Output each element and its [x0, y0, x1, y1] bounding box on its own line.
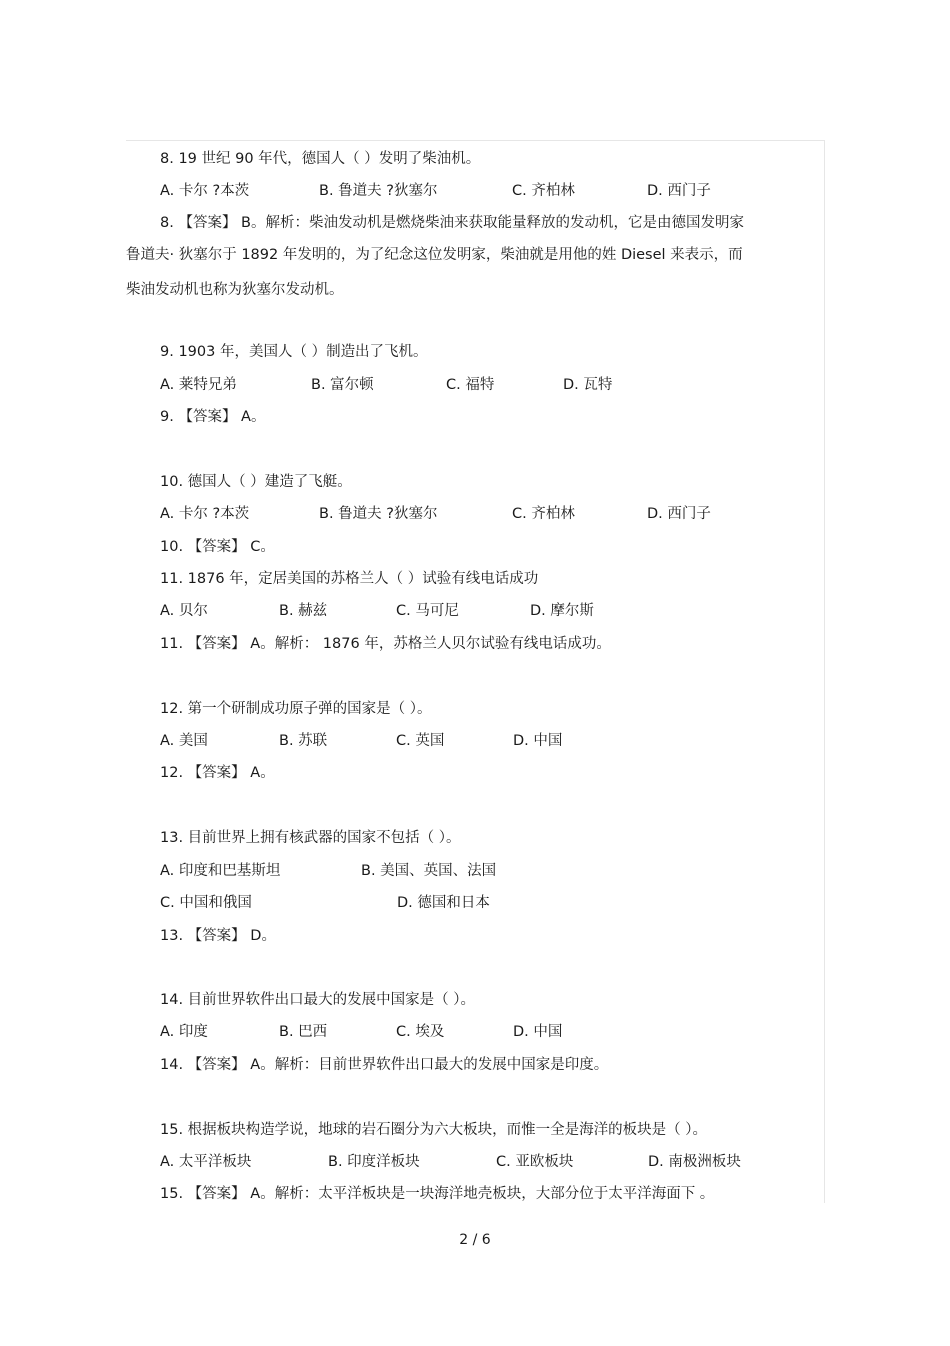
- q12-option-a: A. 美国: [160, 733, 208, 749]
- q8-option-b: B. 鲁道夫 ?狄塞尔: [319, 183, 438, 199]
- q8-option-c: C. 齐柏林: [512, 183, 575, 199]
- q12-answer: 12. 【答案】 A。: [160, 765, 275, 781]
- question-8: 8. 19 世纪 90 年代，德国人（ ）发明了柴油机。: [160, 151, 481, 167]
- page-number: 2 / 6: [459, 1232, 491, 1248]
- q10-option-a: A. 卡尔 ?本茨: [160, 506, 250, 522]
- q14-answer: 14. 【答案】 A。解析：目前世界软件出口最大的发展中国家是印度。: [160, 1057, 609, 1073]
- question-14: 14. 目前世界软件出口最大的发展中国家是（ ）。: [160, 992, 476, 1008]
- q8-explanation-line-1: 鲁道夫· 狄塞尔于 1892 年发明的，为了纪念这位发明家，柴油就是用他的姓 Diesel 来表示，而: [126, 247, 743, 263]
- q8-option-d: D. 西门子: [647, 183, 711, 199]
- q11-option-c: C. 马可尼: [396, 603, 459, 619]
- q10-option-b: B. 鲁道夫 ?狄塞尔: [319, 506, 438, 522]
- q10-option-c: C. 齐柏林: [512, 506, 575, 522]
- question-11: 11. 1876 年，定居美国的苏格兰人（ ）试验有线电话成功: [160, 571, 539, 587]
- q15-option-b: B. 印度洋板块: [328, 1154, 420, 1170]
- q11-option-a: A. 贝尔: [160, 603, 208, 619]
- question-15: 15. 根据板块构造学说，地球的岩石圈分为六大板块，而惟一全是海洋的板块是（ ）。: [160, 1122, 708, 1138]
- q9-option-d: D. 瓦特: [563, 377, 613, 393]
- q8-option-a: A. 卡尔 ?本茨: [160, 183, 250, 199]
- q14-option-a: A. 印度: [160, 1024, 208, 1040]
- question-9: 9. 1903 年，美国人（ ）制造出了飞机。: [160, 344, 428, 360]
- q9-answer: 9. 【答案】 A。: [160, 409, 266, 425]
- q8-explanation-line-2: 柴油发动机也称为狄塞尔发动机。: [126, 282, 344, 298]
- question-12: 12. 第一个研制成功原子弹的国家是（ ）。: [160, 701, 432, 717]
- q15-option-a: A. 太平洋板块: [160, 1154, 252, 1170]
- q11-option-b: B. 赫兹: [279, 603, 328, 619]
- question-13: 13. 目前世界上拥有核武器的国家不包括（ ）。: [160, 830, 461, 846]
- q10-answer: 10. 【答案】 C。: [160, 539, 275, 555]
- q13-option-d: D. 德国和日本: [397, 895, 490, 911]
- q11-option-d: D. 摩尔斯: [530, 603, 594, 619]
- q13-option-b: B. 美国、英国、法国: [361, 863, 497, 879]
- q15-option-c: C. 亚欧板块: [496, 1154, 574, 1170]
- q14-option-b: B. 巴西: [279, 1024, 328, 1040]
- q12-option-c: C. 英国: [396, 733, 445, 749]
- q12-option-b: B. 苏联: [279, 733, 328, 749]
- q10-option-d: D. 西门子: [647, 506, 711, 522]
- question-10: 10. 德国人（ ）建造了飞艇。: [160, 474, 352, 490]
- q15-answer: 15. 【答案】 A。解析：太平洋板块是一块海洋地壳板块，大部分位于太平洋海面下 。: [160, 1186, 715, 1202]
- q15-option-d: D. 南极洲板块: [648, 1154, 741, 1170]
- q9-option-b: B. 富尔顿: [311, 377, 374, 393]
- q9-option-a: A. 莱特兄弟: [160, 377, 237, 393]
- q14-option-c: C. 埃及: [396, 1024, 445, 1040]
- q12-option-d: D. 中国: [513, 733, 563, 749]
- q14-option-d: D. 中国: [513, 1024, 563, 1040]
- q13-option-a: A. 印度和巴基斯坦: [160, 863, 281, 879]
- q9-option-c: C. 福特: [446, 377, 495, 393]
- q11-answer: 11. 【答案】 A。解析： 1876 年，苏格兰人贝尔试验有线电话成功。: [160, 636, 611, 652]
- q13-answer: 13. 【答案】 D。: [160, 928, 276, 944]
- q8-answer: 8. 【答案】 B。解析：柴油发动机是燃烧柴油来获取能量释放的发动机，它是由德国发明家: [160, 215, 744, 231]
- q13-option-c: C. 中国和俄国: [160, 895, 252, 911]
